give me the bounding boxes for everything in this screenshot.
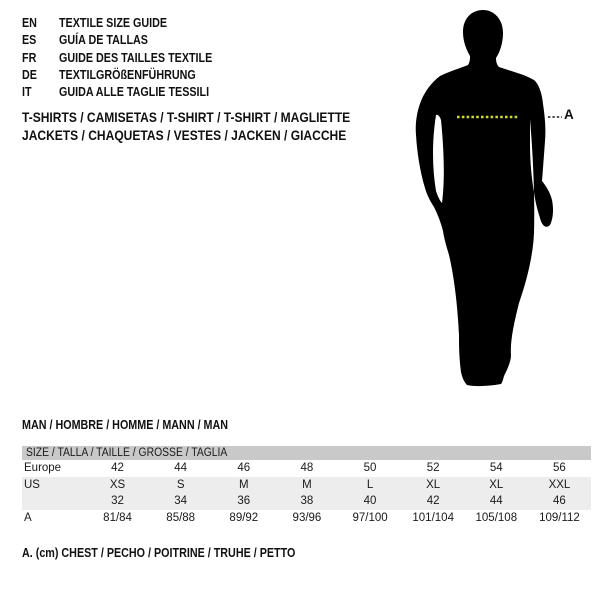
row-label: [22, 493, 86, 510]
size-cell: 42: [111, 462, 124, 474]
size-cell: 85/88: [166, 511, 196, 524]
size-cell: 56: [553, 462, 566, 474]
size-cell: 89/92: [229, 511, 259, 524]
size-cell: S: [176, 478, 185, 491]
language-guide-list: [22, 15, 212, 101]
language-code: EN: [22, 16, 37, 30]
size-row-us-letters: [22, 477, 591, 494]
size-cell: XL: [489, 478, 504, 491]
language-label: GUÍA DE TALLAS: [58, 33, 148, 48]
language-code: IT: [22, 85, 32, 100]
size-cell: 101/104: [412, 511, 454, 524]
size-cell: 36: [237, 495, 251, 507]
size-cell: M: [239, 478, 249, 491]
language-label: TEXTILE SIZE GUIDE: [58, 16, 168, 30]
size-cell: 34: [174, 495, 188, 507]
language-row-en: [22, 15, 212, 32]
row-label: US: [24, 478, 40, 491]
size-row-us-numbers: [22, 493, 591, 510]
size-cell: 54: [489, 462, 503, 474]
man-silhouette-svg: [400, 5, 575, 390]
category-line-tshirts: T-SHIRTS / CAMISETAS / T-SHIRT / T-SHIRT / MAGLIETTE: [22, 109, 351, 125]
language-row-de: [22, 67, 212, 84]
category-line-jackets: JACKETS / CHAQUETAS / VESTES / JACKEN / GIACCHE: [22, 127, 347, 144]
language-row-it: [22, 84, 212, 101]
language-code: DE: [22, 67, 37, 82]
size-cell: XS: [109, 478, 126, 491]
size-cell: L: [366, 478, 374, 491]
size-cell: 44: [489, 495, 503, 507]
language-label: TEXTILGRÖßENFÜHRUNG: [58, 67, 196, 82]
row-label: A: [24, 511, 32, 524]
size-row-a-chest-cm: [22, 510, 591, 527]
size-table-header: [22, 446, 591, 460]
size-cell: 44: [174, 462, 188, 474]
size-cell: 52: [426, 462, 440, 474]
size-cell: 46: [237, 462, 251, 474]
size-cell: M: [302, 478, 312, 491]
language-code: FR: [22, 50, 37, 65]
size-cell: 105/108: [475, 511, 518, 524]
size-cell: XL: [426, 478, 441, 491]
language-label: GUIDA ALLE TAGLIE TESSILI: [58, 85, 210, 100]
row-label: Europe: [24, 462, 62, 474]
size-cell: 40: [363, 495, 377, 507]
size-cell: 109/112: [539, 511, 580, 524]
size-cell: 32: [111, 495, 124, 507]
size-table: [22, 446, 591, 526]
language-code: ES: [22, 33, 37, 48]
man-silhouette-figure: [400, 5, 575, 390]
size-cell: 50: [363, 462, 377, 474]
size-cell: 46: [553, 495, 566, 507]
measure-a-label: A: [564, 107, 574, 122]
size-cell: 97/100: [352, 511, 388, 524]
man-silhouette: [416, 10, 553, 386]
size-row-europe: [22, 460, 591, 477]
category-heading: [22, 108, 350, 145]
footnote-chest-measure: A. (cm) CHEST / PECHO / POITRINE / TRUHE / PETTO: [22, 546, 296, 560]
size-cell: 48: [300, 462, 314, 474]
size-cell: 81/84: [103, 511, 132, 524]
size-table-header-text: SIZE / TALLA / TAILLE / GRÖSSE / TAGLIA: [26, 447, 228, 459]
language-label: GUIDE DES TAILLES TEXTILE: [58, 50, 213, 65]
size-cell: XXL: [548, 478, 571, 491]
section-title-man: MAN / HOMBRE / HOMME / MANN / MAN: [22, 418, 229, 432]
language-row-es: [22, 32, 212, 49]
size-cell: 93/96: [292, 511, 322, 524]
language-row-fr: [22, 50, 212, 67]
size-cell: 42: [426, 495, 440, 507]
size-cell: 38: [300, 495, 314, 507]
